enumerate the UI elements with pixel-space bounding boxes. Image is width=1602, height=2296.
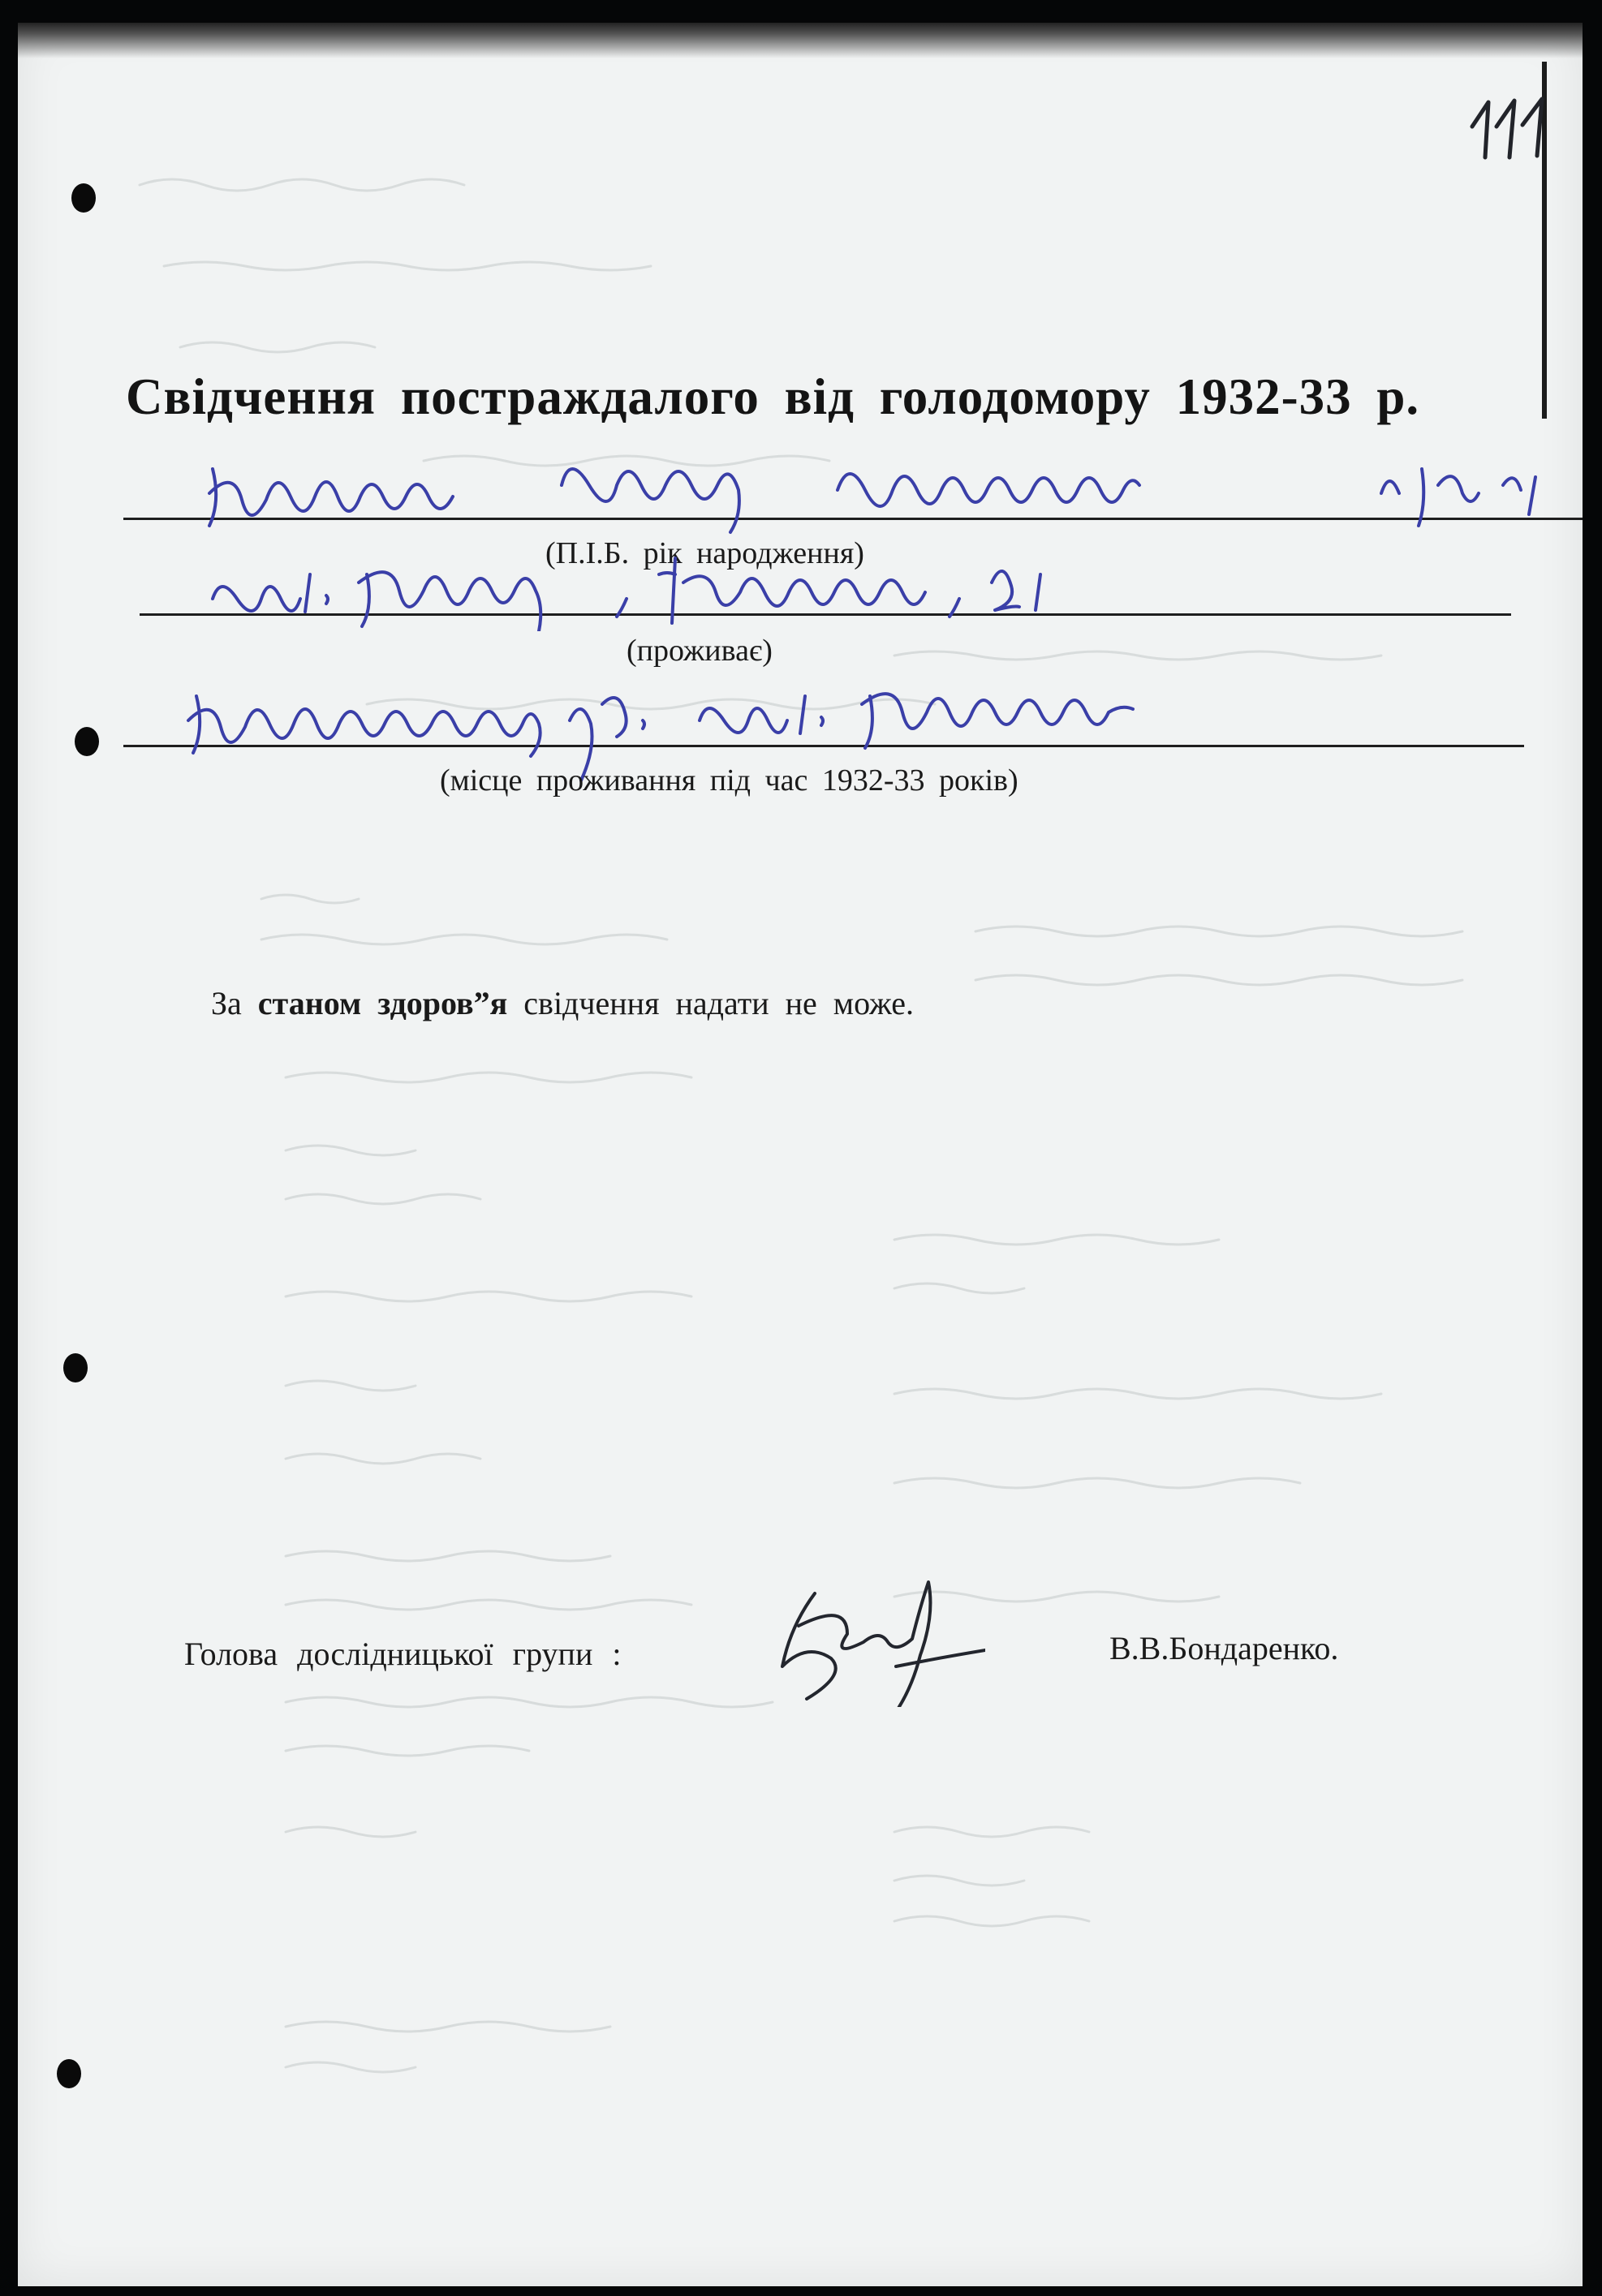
- scan-top-edge: [18, 23, 1583, 58]
- filing-hole-icon: [63, 1353, 88, 1382]
- signatory-name: В.В.Бондаренко.: [1109, 1630, 1339, 1666]
- statement-suffix: свідчення надати не може.: [523, 985, 914, 1021]
- name-field-caption: (П.І.Б. рік народження): [545, 536, 864, 570]
- residence-field-caption: (проживає): [627, 634, 773, 668]
- signature-label: Голова дослідницької групи :: [184, 1636, 622, 1672]
- filing-hole-icon: [57, 2059, 81, 2088]
- reverse-side-show-through: [18, 23, 1583, 2286]
- residence-field-line: [140, 613, 1511, 616]
- famine-residence-field-line: [123, 745, 1524, 747]
- name-field-line: [123, 518, 1583, 520]
- name-handwriting-ink: [205, 453, 1583, 542]
- statement-bold-phrase: станом здоров”я: [257, 985, 508, 1021]
- statement-prefix: За: [211, 985, 242, 1021]
- signature-handwritten: [766, 1577, 985, 1707]
- famine-residence-field-caption: (місце проживання під час 1932-33 років): [440, 763, 1018, 798]
- document-page: [18, 23, 1583, 2286]
- document-title: Свідчення постраждалого від голодомору 1932-33 р.: [126, 368, 1420, 425]
- filing-hole-icon: [75, 727, 99, 756]
- filing-hole-icon: [71, 183, 96, 213]
- page-number: [1464, 94, 1553, 167]
- statement-text: [211, 984, 914, 1022]
